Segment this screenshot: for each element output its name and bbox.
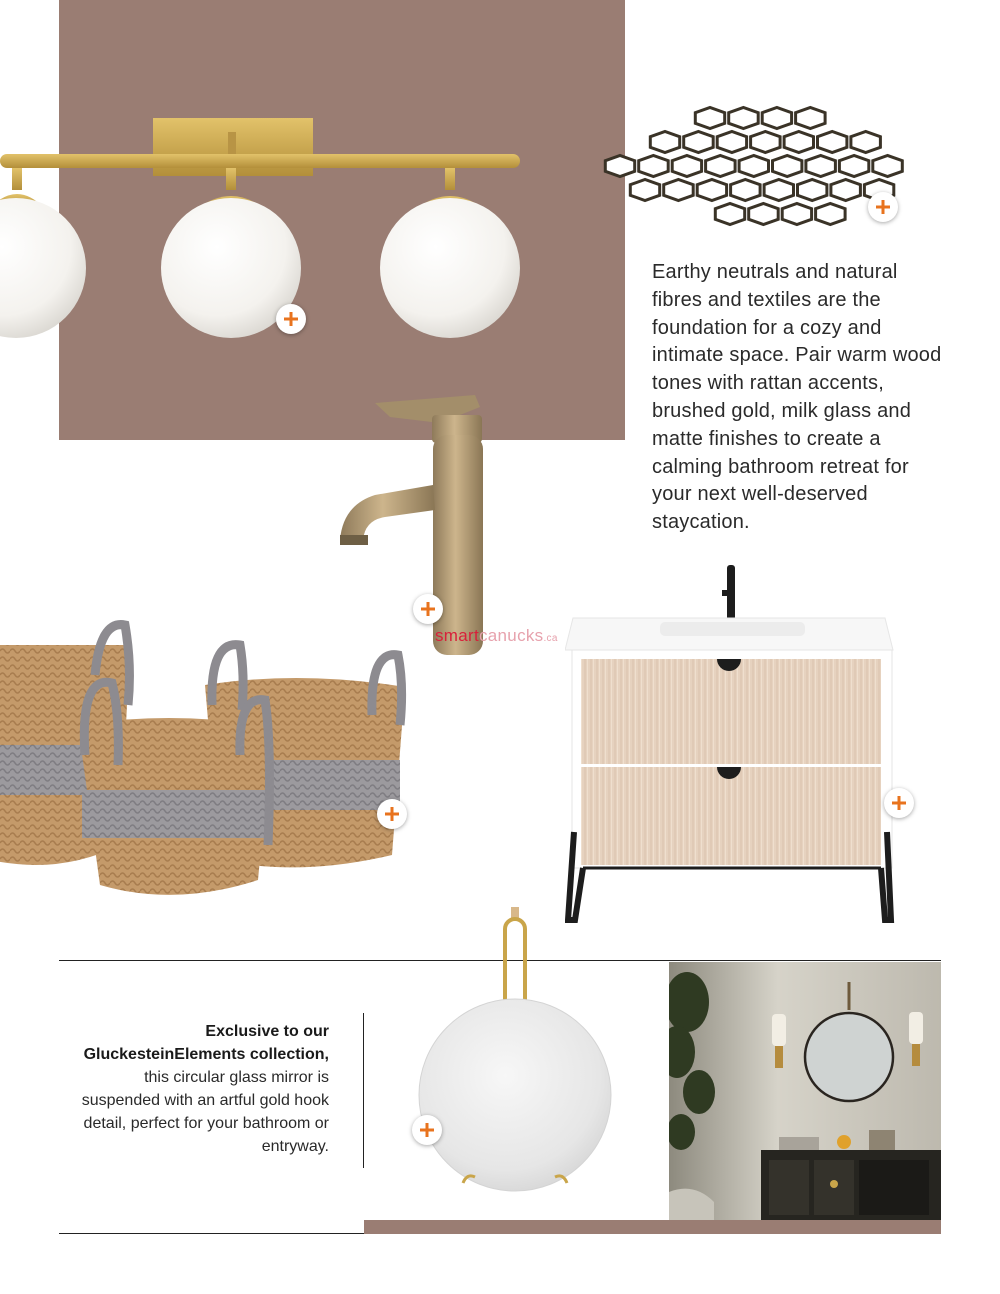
description-text: Earthy neutrals and natural fibres and textiles are the foundation for a cozy and intimate space. Pair warm wood tones with rattan accents, brushed gold, milk glass and matte finishes to create a calming bathroom retreat for your next well-deserved staycation. [652, 261, 942, 534]
hex-tile-piece [695, 108, 724, 129]
mirror-caption [70, 1020, 329, 1158]
plus-icon [875, 199, 891, 215]
hex-tile-piece [639, 156, 669, 177]
caption-divider [363, 1013, 364, 1168]
hex-tile-piece [731, 180, 761, 201]
product-add-button-tile[interactable] [868, 192, 898, 222]
plus-icon [384, 806, 400, 822]
product-add-button-faucet[interactable] [413, 594, 443, 624]
hex-tile-piece [605, 156, 634, 177]
hex-tile-piece [851, 132, 881, 153]
hex-tile-piece [630, 180, 659, 201]
watermark-part-smart: smart [435, 626, 479, 645]
woven-baskets-image [0, 615, 410, 905]
hex-tile-piece [816, 204, 846, 225]
hex-tile-piece [773, 156, 802, 177]
hex-tile-piece [796, 108, 826, 129]
plus-icon [891, 795, 907, 811]
section-divider-bottom [59, 1233, 364, 1234]
mauve-accent-strip [364, 1220, 941, 1234]
round-mirror-image [405, 905, 625, 1205]
watermark [435, 626, 558, 646]
hex-tile-piece [729, 108, 759, 129]
hex-tile-piece [715, 204, 744, 225]
product-add-button-light[interactable] [276, 304, 306, 334]
hex-tile-piece [684, 132, 714, 153]
hex-tile-piece [798, 180, 827, 201]
hex-tile-piece [672, 156, 701, 177]
hex-tile-piece [782, 204, 811, 225]
hex-tile-piece [831, 180, 861, 201]
product-add-button-mirror[interactable] [412, 1115, 442, 1145]
hex-tile-piece [706, 156, 736, 177]
hex-tile-piece [697, 180, 726, 201]
hex-tile-piece [717, 132, 746, 153]
watermark-part-canucks: canucks [479, 626, 544, 645]
hex-tile-piece [739, 156, 768, 177]
hex-tile-piece [749, 204, 779, 225]
hex-tile-piece [806, 156, 836, 177]
mirror-caption-regular: this circular glass mirror is suspended with an artful gold hook detail, perfect for your bathroom or entryway. [81, 1069, 329, 1155]
hex-tile-piece [751, 132, 781, 153]
product-add-button-baskets[interactable] [377, 799, 407, 829]
bathroom-vanity-image [565, 560, 900, 925]
hex-tile-piece [664, 180, 694, 201]
hex-tile-piece [839, 156, 868, 177]
plus-icon [419, 1122, 435, 1138]
styled-room-photo [669, 962, 941, 1220]
hex-tile-piece [650, 132, 679, 153]
product-add-button-vanity[interactable] [884, 788, 914, 818]
hex-tile-piece [873, 156, 903, 177]
vanity-light-fixture-image [0, 110, 530, 350]
hex-tile-piece [762, 108, 791, 129]
hex-tile-piece [764, 180, 793, 201]
hex-tile-piece [818, 132, 847, 153]
plus-icon [420, 601, 436, 617]
hex-tile-piece [784, 132, 813, 153]
plus-icon [283, 311, 299, 327]
watermark-part-domain: .ca [543, 633, 558, 644]
mirror-caption-bold: Exclusive to our GluckesteinElements collection, [83, 1023, 329, 1063]
